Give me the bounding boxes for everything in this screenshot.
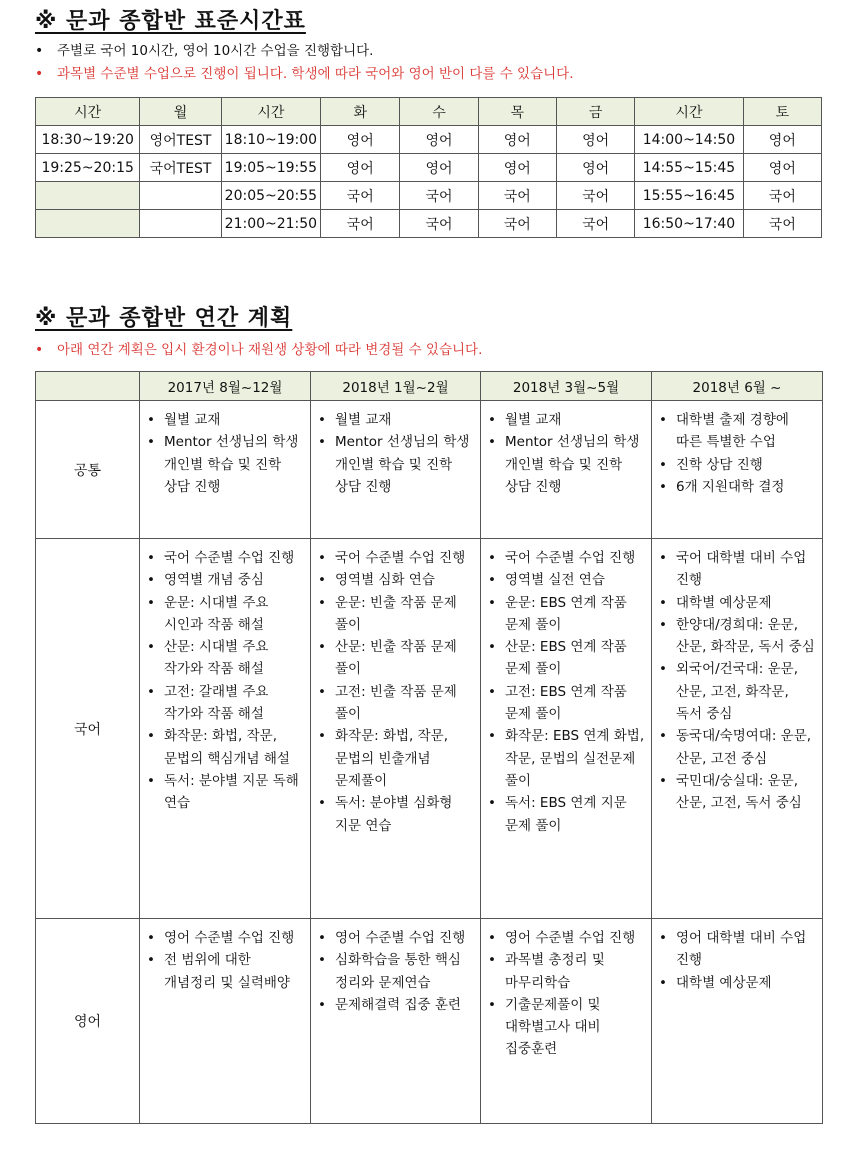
bullet-list xyxy=(485,409,647,498)
table-cell xyxy=(311,539,481,919)
bullet-list xyxy=(144,927,306,994)
table-cell xyxy=(311,919,481,1124)
list-item: • 월별 교재 xyxy=(315,409,476,431)
schedule-note-warning: • 과목별 수준별 수업으로 진행이 됩니다. 학생에 따라 국어와 영어 반이 다를 수 있습니다. xyxy=(35,63,574,86)
table-cell: 15:55~16:45 xyxy=(635,182,743,210)
table-cell: 18:30~19:20 xyxy=(36,126,140,154)
table-cell-empty xyxy=(36,182,140,210)
table-cell: 국어 xyxy=(321,210,400,238)
list-item: • 운문: 빈출 작품 문제 풀이 xyxy=(315,592,476,637)
table-cell xyxy=(652,401,823,539)
table-cell xyxy=(140,919,311,1124)
list-item: • 산문: 빈출 작품 문제 풀이 xyxy=(315,636,476,681)
bullet-list xyxy=(315,409,476,498)
list-item: • 산문: EBS 연계 작품 문제 풀이 xyxy=(485,636,647,681)
table-cell: 영어 xyxy=(743,126,821,154)
table-row xyxy=(36,539,823,919)
table-cell xyxy=(311,401,481,539)
table-cell: 국어 xyxy=(478,182,556,210)
annual-plan-table xyxy=(35,371,823,1124)
table-cell: 18:10~19:00 xyxy=(221,126,320,154)
list-item: • 영역별 실전 연습 xyxy=(485,569,647,591)
header-time-weekday-2: 시간 xyxy=(221,98,320,126)
table-row xyxy=(36,126,822,154)
table-cell: 21:00~21:50 xyxy=(221,210,320,238)
row-label: 국어 xyxy=(36,539,140,919)
header-wednesday: 수 xyxy=(400,98,478,126)
list-item: • 문제해결력 집중 훈련 xyxy=(315,994,476,1016)
list-item: • 전 범위에 대한 개념정리 및 실력배양 xyxy=(144,949,306,994)
bullet-list xyxy=(656,927,818,994)
header-period-2018-mar-may: 2018년 3월~5월 xyxy=(481,372,652,401)
bullet-list xyxy=(315,927,476,1016)
list-item: • 국민대/숭실대: 운문, 산문, 고전, 독서 중심 xyxy=(656,770,818,815)
list-item: • 화작문: EBS 연계 화법, 작문, 문법의 실전문제 풀이 xyxy=(485,725,647,792)
row-label: 영어 xyxy=(36,919,140,1124)
list-item: • 영어 수준별 수업 진행 xyxy=(144,927,306,949)
list-item: • 화작문: 화법, 작문, 문법의 빈출개념 문제풀이 xyxy=(315,725,476,792)
list-item: • 독서: EBS 연계 지문 문제 풀이 xyxy=(485,792,647,837)
table-cell: 영어 xyxy=(321,154,400,182)
list-item: • 대학별 예상문제 xyxy=(656,592,818,614)
table-cell: 국어 xyxy=(556,210,634,238)
list-item: • Mentor 선생님의 학생 개인별 학습 및 진학 상담 진행 xyxy=(485,431,647,498)
list-item: • 대학별 예상문제 xyxy=(656,972,818,994)
list-item: • 영어 수준별 수업 진행 xyxy=(485,927,647,949)
bullet-list xyxy=(315,547,476,837)
list-item: • 화작문: 화법, 작문, 문법의 핵심개념 해설 xyxy=(144,725,306,770)
table-cell: 국어 xyxy=(743,182,821,210)
bullet-list xyxy=(656,547,818,815)
list-item: • 과목별 총정리 및 마무리학습 xyxy=(485,949,647,994)
table-cell: 19:05~19:55 xyxy=(221,154,320,182)
table-cell: 국어 xyxy=(478,210,556,238)
table-cell: 국어TEST xyxy=(140,154,221,182)
header-tuesday: 화 xyxy=(321,98,400,126)
schedule-note: • 주별로 국어 10시간, 영어 10시간 수업을 진행합니다. xyxy=(35,40,574,63)
list-item: • 진학 상담 진행 xyxy=(656,454,818,476)
table-cell: 영어TEST xyxy=(140,126,221,154)
list-item: • 국어 수준별 수업 진행 xyxy=(485,547,647,569)
header-corner xyxy=(36,372,140,401)
schedule-notes xyxy=(35,40,574,86)
table-cell: 영어 xyxy=(321,126,400,154)
list-item: • 한양대/경희대: 운문, 산문, 화작문, 독서 중심 xyxy=(656,614,818,659)
table-cell: 국어 xyxy=(743,210,821,238)
table-cell: 16:50~17:40 xyxy=(635,210,743,238)
header-time-saturday: 시간 xyxy=(635,98,743,126)
list-item: • Mentor 선생님의 학생 개인별 학습 및 진학 상담 진행 xyxy=(315,431,476,498)
table-cell: 19:25~20:15 xyxy=(36,154,140,182)
header-period-2017-aug-dec: 2017년 8월~12월 xyxy=(140,372,311,401)
table-row xyxy=(36,919,823,1124)
list-item: • 독서: 분야별 심화형 지문 연습 xyxy=(315,792,476,837)
list-item: • 운문: 시대별 주요 시인과 작품 해설 xyxy=(144,592,306,637)
schedule-header-row xyxy=(36,98,822,126)
table-row xyxy=(36,182,822,210)
bullet-list xyxy=(485,547,647,837)
list-item: • 독서: 분야별 지문 독해 연습 xyxy=(144,770,306,815)
table-cell-empty xyxy=(140,182,221,210)
list-item: • 고전: 갈래별 주요 작가와 작품 해설 xyxy=(144,681,306,726)
header-monday: 월 xyxy=(140,98,221,126)
table-cell-empty xyxy=(36,210,140,238)
bullet-list xyxy=(656,409,818,498)
list-item: • 산문: 시대별 주요 작가와 작품 해설 xyxy=(144,636,306,681)
table-cell xyxy=(481,539,652,919)
list-item: • 국어 수준별 수업 진행 xyxy=(144,547,306,569)
list-item: • 영역별 개념 중심 xyxy=(144,569,306,591)
list-item: • 대학별 출제 경향에 따른 특별한 수업 xyxy=(656,409,818,454)
table-cell: 영어 xyxy=(556,154,634,182)
list-item: • 외국어/건국대: 운문, 산문, 고전, 화작문, 독서 중심 xyxy=(656,658,818,725)
bullet-list xyxy=(144,547,306,815)
bullet-list xyxy=(144,409,306,498)
table-cell: 영어 xyxy=(400,126,478,154)
table-cell: 영어 xyxy=(400,154,478,182)
schedule-table xyxy=(35,97,822,238)
list-item: • 영역별 심화 연습 xyxy=(315,569,476,591)
table-cell xyxy=(481,401,652,539)
list-item: • 국어 수준별 수업 진행 xyxy=(315,547,476,569)
table-cell xyxy=(652,539,823,919)
table-cell: 국어 xyxy=(400,210,478,238)
table-cell: 국어 xyxy=(556,182,634,210)
list-item: • 운문: EBS 연계 작품 문제 풀이 xyxy=(485,592,647,637)
header-period-2018-jun: 2018년 6월 ~ xyxy=(652,372,823,401)
list-item: • 기출문제풀이 및 대학별고사 대비 집중훈련 xyxy=(485,994,647,1061)
list-item: • 6개 지원대학 결정 xyxy=(656,476,818,498)
header-friday: 금 xyxy=(556,98,634,126)
header-period-2018-jan-feb: 2018년 1월~2월 xyxy=(311,372,481,401)
table-cell xyxy=(140,401,311,539)
table-cell: 14:00~14:50 xyxy=(635,126,743,154)
table-cell: 영어 xyxy=(743,154,821,182)
table-cell: 20:05~20:55 xyxy=(221,182,320,210)
annual-plan-note: • 아래 연간 계획은 입시 환경이나 재원생 상황에 따라 변경될 수 있습니다. xyxy=(35,339,482,362)
table-cell xyxy=(652,919,823,1124)
list-item: • 월별 교재 xyxy=(144,409,306,431)
row-label: 공통 xyxy=(36,401,140,539)
list-item: • Mentor 선생님의 학생 개인별 학습 및 진학 상담 진행 xyxy=(144,431,306,498)
table-row xyxy=(36,210,822,238)
list-item: • 월별 교재 xyxy=(485,409,647,431)
list-item: • 고전: 빈출 작품 문제 풀이 xyxy=(315,681,476,726)
list-item: • 영어 대학별 대비 수업 진행 xyxy=(656,927,818,972)
table-cell: 국어 xyxy=(321,182,400,210)
table-row xyxy=(36,154,822,182)
header-thursday: 목 xyxy=(478,98,556,126)
list-item: • 고전: EBS 연계 작품 문제 풀이 xyxy=(485,681,647,726)
table-cell-empty xyxy=(140,210,221,238)
bullet-list xyxy=(485,927,647,1061)
header-time-weekday-1: 시간 xyxy=(36,98,140,126)
header-saturday: 토 xyxy=(743,98,821,126)
list-item: • 심화학습을 통한 핵심 정리와 문제연습 xyxy=(315,949,476,994)
table-cell: 영어 xyxy=(478,154,556,182)
schedule-title: ※ 문과 종합반 표준시간표 xyxy=(35,9,306,34)
table-cell xyxy=(140,539,311,919)
table-row xyxy=(36,401,823,539)
table-cell: 14:55~15:45 xyxy=(635,154,743,182)
list-item: • 영어 수준별 수업 진행 xyxy=(315,927,476,949)
table-cell: 영어 xyxy=(556,126,634,154)
table-cell xyxy=(481,919,652,1124)
annual-header-row xyxy=(36,372,823,401)
table-cell: 영어 xyxy=(478,126,556,154)
annual-plan-title: ※ 문과 종합반 연간 계획 xyxy=(35,306,293,331)
list-item: • 국어 대학별 대비 수업 진행 xyxy=(656,547,818,592)
table-cell: 국어 xyxy=(400,182,478,210)
annual-plan-notes xyxy=(35,339,482,362)
list-item: • 동국대/숙명여대: 운문, 산문, 고전 중심 xyxy=(656,725,818,770)
